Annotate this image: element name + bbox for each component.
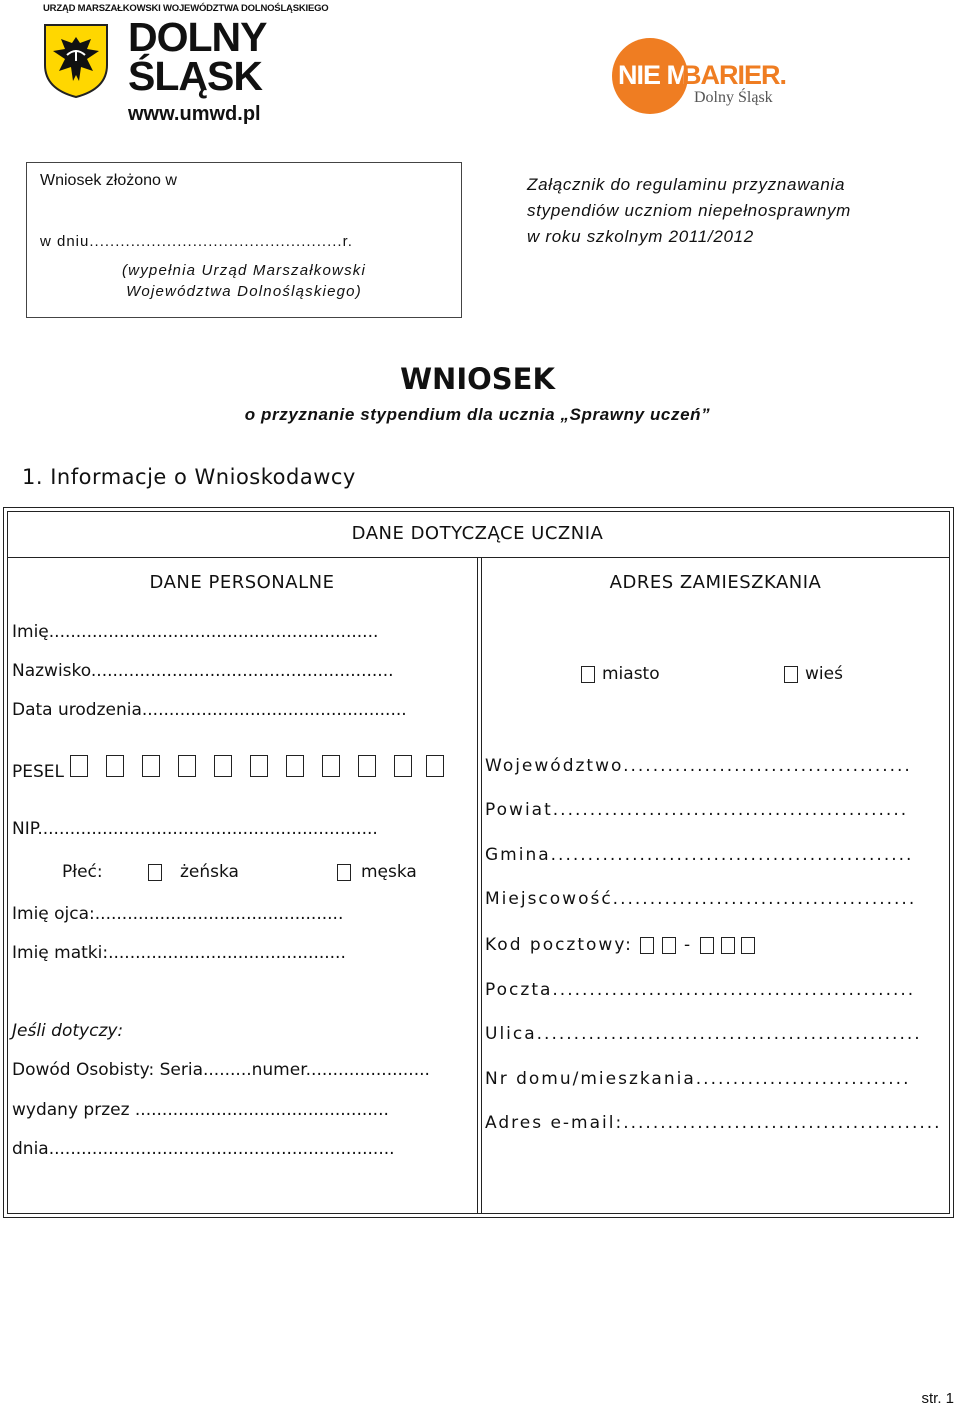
brand-name-line2: ŚLĄSK <box>128 53 262 99</box>
postal-digit-box[interactable] <box>741 937 755 954</box>
pesel-digit-box[interactable] <box>178 755 196 777</box>
father-name-field[interactable]: Imię ojca:.............................................. <box>12 904 344 924</box>
nip-field[interactable]: NIP............................................................... <box>12 819 378 839</box>
gender-female-checkbox[interactable] <box>148 864 162 881</box>
submission-note: (wypełnia Urząd Marszałkowski <box>121 262 367 279</box>
post-office-field[interactable]: Poczta................................................. <box>485 980 916 1000</box>
pesel-label: PESEL <box>12 762 64 782</box>
issued-by-field[interactable]: wydany przez ............................................... <box>12 1100 389 1120</box>
postal-digit-box[interactable] <box>662 937 676 954</box>
id-card-field[interactable]: Dowód Osobisty: Seria.........numer....................... <box>12 1060 430 1080</box>
street-field[interactable]: Ulica.................................................... <box>485 1024 922 1044</box>
first-name-field[interactable]: Imię............................................................. <box>12 622 379 642</box>
document-subtitle: o przyznanie stypendium dla ucznia „Sprawny uczeń” <box>244 405 711 424</box>
pesel-digit-box[interactable] <box>394 755 412 777</box>
gender-label: Płeć: <box>62 862 103 882</box>
attachment-note-line1: Załącznik do regulaminu przyznawania <box>527 175 846 194</box>
commune-field[interactable]: Gmina................................................. <box>485 845 914 865</box>
pesel-digit-box[interactable] <box>286 755 304 777</box>
county-field[interactable]: Powiat................................................ <box>485 800 909 820</box>
table-divider <box>7 557 950 558</box>
postal-digit-box[interactable] <box>700 937 714 954</box>
section-heading: 1. Informacje o Wnioskodawcy <box>22 465 356 489</box>
campaign-logo-text: NIE MA <box>618 60 707 90</box>
village-checkbox[interactable] <box>784 666 798 683</box>
attachment-note-line3: w roku szkolnym 2011/2012 <box>527 227 754 246</box>
pesel-digit-box[interactable] <box>358 755 376 777</box>
address-header: ADRES ZAMIESZKANIA <box>609 572 822 593</box>
birth-date-field[interactable]: Data urodzenia................................................. <box>12 700 407 720</box>
submission-date[interactable]: w dniu.................................................r. <box>40 233 353 250</box>
postal-dash: - <box>684 935 691 955</box>
pesel-digit-box[interactable] <box>214 755 232 777</box>
table-column-divider <box>477 557 478 1214</box>
table-column-divider-inner <box>481 557 482 1214</box>
city-label: miasto <box>602 664 660 684</box>
pesel-digit-box[interactable] <box>250 755 268 777</box>
attachment-note-line2: stypendiów uczniom niepełnosprawnym <box>527 201 852 220</box>
issue-date-field[interactable]: dnia................................................................ <box>12 1139 395 1159</box>
document-title: WNIOSEK <box>400 362 555 396</box>
locality-field[interactable]: Miejscowość......................................... <box>485 889 917 909</box>
brand-name-line1: DOLNY <box>128 14 267 60</box>
website-link[interactable]: www.umwd.pl <box>128 103 261 125</box>
submission-location: Wniosek złożono w <box>40 172 177 189</box>
mother-name-field[interactable]: Imię matki:............................................ <box>12 943 346 963</box>
city-checkbox[interactable] <box>581 666 595 683</box>
eagle-crest-icon <box>43 23 109 99</box>
submission-note-2: Województwa Dolnośląskiego) <box>126 283 362 300</box>
table-main-header: DANE DOTYCZĄCE UCZNIA <box>351 523 604 544</box>
campaign-logo-region: Dolny Śląsk <box>694 89 773 106</box>
page-number: str. 1 <box>921 1390 954 1407</box>
personal-data-header: DANE PERSONALNE <box>149 572 335 593</box>
if-applicable-label: Jeśli dotyczy: <box>12 1021 124 1041</box>
gender-male-checkbox[interactable] <box>337 864 351 881</box>
voivodeship-field[interactable]: Województwo....................................... <box>485 756 912 776</box>
office-name: URZĄD MARSZAŁKOWSKI WOJEWÓDZTWA DOLNOŚLĄSKIEGO <box>43 3 329 14</box>
gender-female-label: żeńska <box>180 862 239 882</box>
postal-digit-box[interactable] <box>640 937 654 954</box>
postal-digit-box[interactable] <box>721 937 735 954</box>
pesel-digit-box[interactable] <box>426 755 444 777</box>
pesel-digit-box[interactable] <box>142 755 160 777</box>
campaign-logo-text-barrier: BARIER. <box>682 60 787 90</box>
village-label: wieś <box>805 664 843 684</box>
postal-code-label: Kod pocztowy: <box>485 935 633 955</box>
pesel-digit-box[interactable] <box>70 755 88 777</box>
gender-male-label: męska <box>361 862 417 882</box>
email-field[interactable]: Adres e-mail:........................................... <box>485 1113 942 1133</box>
last-name-field[interactable]: Nazwisko........................................................ <box>12 661 394 681</box>
pesel-digit-box[interactable] <box>322 755 340 777</box>
pesel-digit-box[interactable] <box>106 755 124 777</box>
house-number-field[interactable]: Nr domu/mieszkania............................. <box>485 1069 911 1089</box>
